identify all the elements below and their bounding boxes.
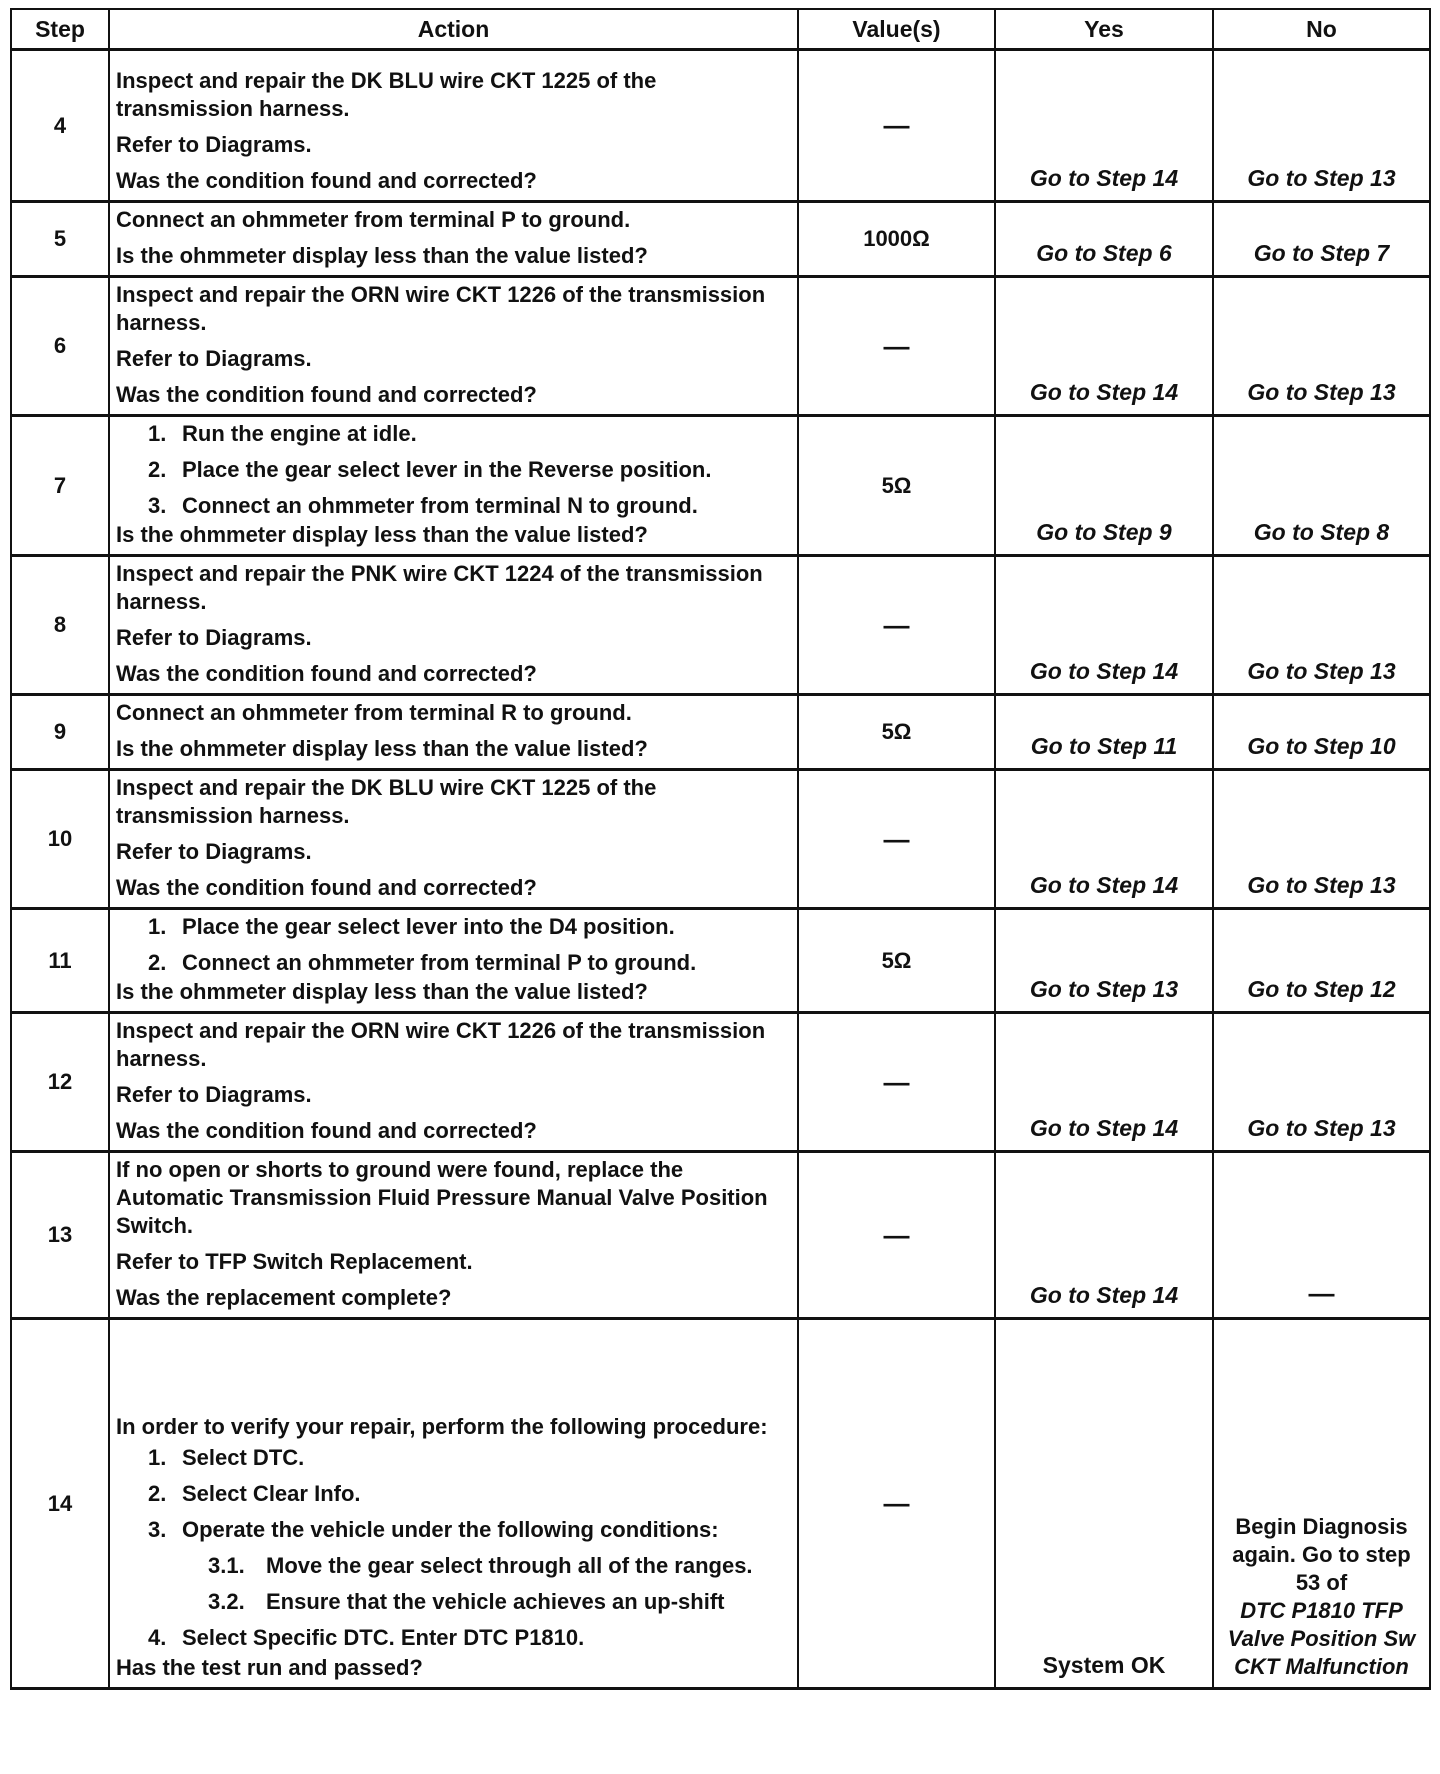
no-cell: — xyxy=(1213,1152,1430,1319)
step-number: 8 xyxy=(11,556,109,695)
action-cell xyxy=(109,277,798,416)
value-cell: — xyxy=(798,1319,995,1689)
table-row xyxy=(11,50,1430,202)
no-cell: Go to Step 13 xyxy=(1213,50,1430,202)
step-number: 7 xyxy=(11,416,109,556)
header-action: Action xyxy=(109,9,798,50)
list-item: 3. Operate the vehicle under the following conditions: xyxy=(148,1517,719,1542)
step-number: 11 xyxy=(11,909,109,1013)
action-cell xyxy=(109,1013,798,1152)
value-cell: — xyxy=(798,770,995,909)
table-row xyxy=(11,416,1430,556)
yes-cell: Go to Step 14 xyxy=(995,277,1213,416)
action-question: Was the condition found and corrected? xyxy=(116,875,537,900)
yes-cell: Go to Step 14 xyxy=(995,1013,1213,1152)
header-row xyxy=(11,9,1430,50)
no-cell: Go to Step 8 xyxy=(1213,416,1430,556)
action-text: Connect an ohmmeter from terminal R to ground. xyxy=(116,700,632,725)
value-cell: 1000Ω xyxy=(798,202,995,277)
action-text: Inspect and repair the ORN wire CKT 1226 of the transmission harness. xyxy=(116,282,766,335)
sub-list-item: 3.2. Ensure that the vehicle achieves an up-shift xyxy=(208,1589,725,1614)
step-number: 12 xyxy=(11,1013,109,1152)
value-cell: — xyxy=(798,1013,995,1152)
action-cell xyxy=(109,770,798,909)
list-item: 2. Connect an ohmmeter from terminal P to ground. xyxy=(148,950,697,975)
header-no: No xyxy=(1213,9,1430,50)
step-number: 4 xyxy=(11,50,109,202)
list-item: 2. Select Clear Info. xyxy=(148,1481,361,1506)
action-text: Inspect and repair the ORN wire CKT 1226 of the transmission harness. xyxy=(116,1018,766,1071)
action-question: Is the ohmmeter display less than the value listed? xyxy=(116,243,648,268)
value-cell: — xyxy=(798,556,995,695)
list-item: 2. Place the gear select lever in the Reverse position. xyxy=(148,457,712,482)
table-row xyxy=(11,1013,1430,1152)
header-step: Step xyxy=(11,9,109,50)
action-text: Refer to Diagrams. xyxy=(116,1082,312,1107)
list-item: 1. Place the gear select lever into the D4 position. xyxy=(148,914,675,939)
action-cell xyxy=(109,1319,798,1689)
table-row xyxy=(11,909,1430,1013)
header-value: Value(s) xyxy=(798,9,995,50)
list-item: 1. Select DTC. xyxy=(148,1445,305,1470)
header-yes: Yes xyxy=(995,9,1213,50)
no-cell: Go to Step 10 xyxy=(1213,695,1430,770)
value-cell: — xyxy=(798,50,995,202)
value-cell: — xyxy=(798,1152,995,1319)
no-cell xyxy=(1213,1319,1430,1689)
action-text: Refer to TFP Switch Replacement. xyxy=(116,1249,473,1274)
action-cell xyxy=(109,202,798,277)
value-cell: 5Ω xyxy=(798,909,995,1013)
action-question: Is the ohmmeter display less than the value listed? xyxy=(116,736,648,761)
list-item: 1. Run the engine at idle. xyxy=(148,421,417,446)
action-question: Is the ohmmeter display less than the value listed? xyxy=(116,522,648,547)
action-cell xyxy=(109,50,798,202)
action-cell xyxy=(109,416,798,556)
action-cell xyxy=(109,1152,798,1319)
action-text: Connect an ohmmeter from terminal P to ground. xyxy=(116,207,631,232)
yes-cell: Go to Step 9 xyxy=(995,416,1213,556)
action-question: Was the condition found and corrected? xyxy=(116,168,537,193)
no-reference: DTC P1810 TFP Valve Position Sw CKT Malfunction xyxy=(1227,1598,1416,1679)
diagnostic-document xyxy=(10,8,1430,1690)
list-item: 4. Select Specific DTC. Enter DTC P1810. xyxy=(148,1625,585,1650)
action-text: Inspect and repair the DK BLU wire CKT 1225 of the transmission harness. xyxy=(116,775,657,828)
action-question: Was the condition found and corrected? xyxy=(116,382,537,407)
action-text: Inspect and repair the DK BLU wire CKT 1225 of the transmission harness. xyxy=(116,68,657,121)
table-row xyxy=(11,1152,1430,1319)
action-cell xyxy=(109,695,798,770)
step-number: 5 xyxy=(11,202,109,277)
yes-cell: Go to Step 14 xyxy=(995,1152,1213,1319)
action-text: Refer to Diagrams. xyxy=(116,132,312,157)
step-number: 6 xyxy=(11,277,109,416)
yes-cell: System OK xyxy=(995,1319,1213,1689)
no-cell: Go to Step 13 xyxy=(1213,1013,1430,1152)
action-text: Refer to Diagrams. xyxy=(116,625,312,650)
action-question: Is the ohmmeter display less than the value listed? xyxy=(116,979,648,1004)
action-text: Refer to Diagrams. xyxy=(116,839,312,864)
no-cell: Go to Step 13 xyxy=(1213,556,1430,695)
no-instruction: Begin Diagnosis again. Go to step 53 of xyxy=(1232,1514,1411,1595)
yes-cell: Go to Step 14 xyxy=(995,770,1213,909)
diagnostic-table xyxy=(10,8,1431,1690)
yes-cell: Go to Step 6 xyxy=(995,202,1213,277)
table-row xyxy=(11,770,1430,909)
action-text: Refer to Diagrams. xyxy=(116,346,312,371)
action-text: In order to verify your repair, perform the following procedure: xyxy=(116,1414,768,1439)
action-text: Inspect and repair the PNK wire CKT 1224 of the transmission harness. xyxy=(116,561,763,614)
action-cell xyxy=(109,909,798,1013)
value-cell: 5Ω xyxy=(798,695,995,770)
yes-cell: Go to Step 14 xyxy=(995,556,1213,695)
table-row xyxy=(11,1319,1430,1689)
action-question: Was the replacement complete? xyxy=(116,1285,452,1310)
list-item: 3. Connect an ohmmeter from terminal N to ground. xyxy=(148,493,698,518)
step-number: 9 xyxy=(11,695,109,770)
action-cell xyxy=(109,556,798,695)
yes-cell: Go to Step 11 xyxy=(995,695,1213,770)
yes-cell: Go to Step 13 xyxy=(995,909,1213,1013)
table-row xyxy=(11,277,1430,416)
step-number: 14 xyxy=(11,1319,109,1689)
action-question: Was the condition found and corrected? xyxy=(116,661,537,686)
value-cell: — xyxy=(798,277,995,416)
no-cell: Go to Step 13 xyxy=(1213,770,1430,909)
action-text: If no open or shorts to ground were found, replace the Automatic Transmission Fluid Pressure Manual Valve Position Switch. xyxy=(116,1157,768,1238)
no-cell: Go to Step 13 xyxy=(1213,277,1430,416)
step-number: 13 xyxy=(11,1152,109,1319)
table-row xyxy=(11,556,1430,695)
table-row xyxy=(11,202,1430,277)
yes-cell: Go to Step 14 xyxy=(995,50,1213,202)
action-question: Was the condition found and corrected? xyxy=(116,1118,537,1143)
value-cell: 5Ω xyxy=(798,416,995,556)
action-question: Has the test run and passed? xyxy=(116,1655,423,1680)
sub-list-item: 3.1. Move the gear select through all of the ranges. xyxy=(208,1553,753,1578)
no-cell: Go to Step 12 xyxy=(1213,909,1430,1013)
step-number: 10 xyxy=(11,770,109,909)
no-cell: Go to Step 7 xyxy=(1213,202,1430,277)
table-row xyxy=(11,695,1430,770)
